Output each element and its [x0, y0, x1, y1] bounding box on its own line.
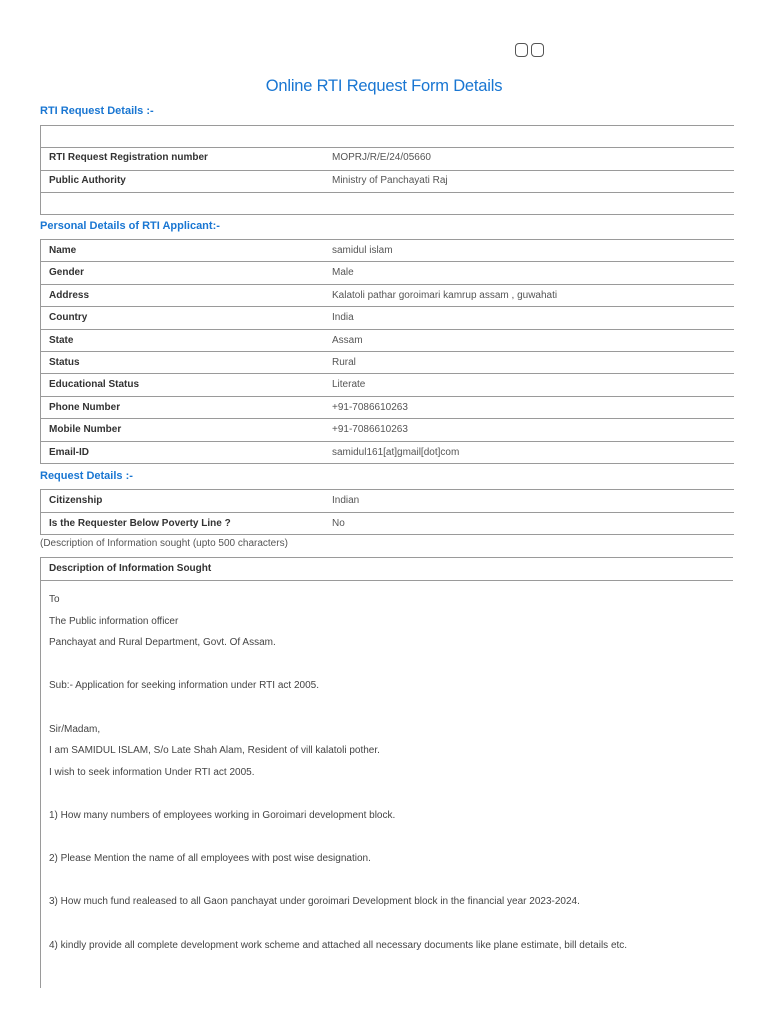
table-row	[41, 374, 734, 396]
row-label: Mobile Number	[49, 424, 122, 436]
row-value: Ministry of Panchayati Raj	[332, 174, 448, 186]
row-value: MOPRJ/R/E/24/05660	[332, 152, 431, 163]
table-row	[41, 307, 734, 329]
logo-square-icon	[515, 43, 528, 57]
letter-line: Sub:- Application for seeking information under RTI act 2005.	[49, 680, 319, 692]
row-value: samidul islam	[332, 245, 393, 256]
letter-line: To	[49, 594, 60, 605]
row-value: No	[332, 517, 345, 529]
request-details-table	[40, 489, 734, 535]
row-label: Name	[49, 245, 77, 256]
table-row	[41, 148, 734, 171]
row-value: Kalatoli pathar goroimari kamrup assam , guwahati	[332, 289, 558, 301]
table-row	[41, 285, 734, 307]
row-value: Literate	[332, 379, 366, 391]
table-row	[41, 442, 734, 464]
letter-line	[49, 913, 729, 935]
letter-line: I wish to seek information Under RTI act 2005.	[49, 766, 255, 778]
letter-line: 2) Please Mention the name of all employees with post wise designation.	[49, 853, 371, 865]
row-label: Public Authority	[49, 174, 126, 186]
letter-line: 1) How many numbers of employees working in Goroimari development block.	[49, 809, 396, 821]
request-details-heading: Request Details :-	[40, 470, 133, 482]
row-value: Assam	[332, 334, 363, 346]
description-header: Description of Information Sought	[41, 558, 733, 581]
letter-line: 3) How much fund realeased to all Gaon panchayat under goroimari Development block in the financial year 2023-2024.	[49, 896, 580, 908]
personal-details-heading: Personal Details of RTI Applicant:-	[40, 220, 220, 232]
row-label: RTI Request Registration number	[49, 152, 208, 163]
row-label: State	[49, 334, 74, 346]
row-label: Email-ID	[49, 446, 90, 458]
row-value: Indian	[332, 495, 360, 506]
row-value: Male	[332, 267, 354, 279]
header-logo	[515, 43, 544, 57]
rti-request-heading: RTI Request Details :-	[40, 105, 154, 117]
table-row	[41, 397, 734, 419]
letter-line: I am SAMIDUL ISLAM, S/o Late Shah Alam, Resident of vill kalatoli pother.	[49, 745, 380, 757]
logo-square-icon	[531, 43, 544, 57]
row-label: Is the Requester Below Poverty Line ?	[49, 517, 231, 529]
table-row	[41, 240, 734, 262]
row-value: +91-7086610263	[332, 424, 408, 436]
table-row	[41, 330, 734, 352]
row-label: Gender	[49, 267, 85, 279]
rti-request-table	[40, 125, 734, 215]
letter-line	[49, 870, 729, 892]
letter-line	[49, 783, 729, 805]
letter-line: 4) kindly provide all complete development work scheme and attached all necessary documents like plane estimate, bill details etc.	[49, 939, 628, 951]
table-row	[41, 171, 734, 194]
table-row	[41, 352, 734, 374]
row-value: +91-7086610263	[332, 401, 408, 413]
table-row-blank	[41, 193, 734, 215]
letter-line	[49, 827, 729, 849]
row-label: Country	[49, 312, 88, 324]
row-label: Status	[49, 356, 80, 368]
row-label: Educational Status	[49, 379, 140, 391]
table-row-blank	[41, 126, 734, 148]
letter-line	[49, 697, 729, 719]
letter-line: Panchayat and Rural Department, Govt. Of Assam.	[49, 637, 276, 649]
table-row	[41, 490, 734, 513]
row-value: Rural	[332, 356, 356, 368]
page-title: Online RTI Request Form Details	[265, 77, 503, 95]
description-note: (Description of Information sought (upto 500 characters)	[40, 538, 288, 549]
description-letter	[49, 589, 729, 956]
letter-line: The Public information officer	[49, 615, 179, 627]
row-value: India	[332, 312, 354, 324]
description-box	[40, 557, 733, 988]
row-value: samidul161[at]gmail[dot]com	[332, 446, 460, 458]
letter-line	[49, 654, 729, 676]
table-row	[41, 419, 734, 441]
row-label: Phone Number	[49, 401, 121, 413]
table-row	[41, 262, 734, 284]
letter-line: Sir/Madam,	[49, 723, 101, 735]
row-label: Citizenship	[49, 495, 103, 506]
table-row	[41, 513, 734, 536]
personal-details-table	[40, 239, 734, 464]
row-label: Address	[49, 289, 90, 301]
